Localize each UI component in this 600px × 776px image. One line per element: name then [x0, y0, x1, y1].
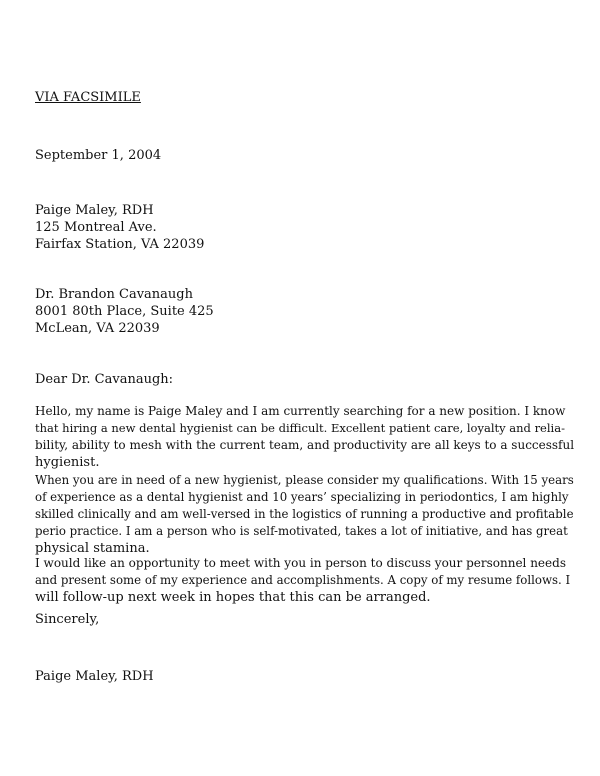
paragraph-line: bility, ability to mesh with the current team, and productivity are all keys to a successful: [35, 438, 575, 452]
delivery-method: [35, 89, 575, 106]
sender-name: Paige Maley, RDH: [35, 203, 154, 218]
recipient-address: [35, 286, 575, 337]
paragraph-line: hygienist.: [35, 455, 100, 470]
sender-street: 125 Montreal Ave.: [35, 220, 157, 235]
sender-address: [35, 202, 575, 253]
paragraph-line: and present some of my experience and accomplishments. A copy of my resume follows. I: [35, 573, 571, 587]
recipient-street: 8001 80th Place, Suite 425: [35, 304, 214, 319]
delivery-method-text: VIA FACSIMILE: [35, 90, 141, 105]
paragraph-line: will follow-up next week in hopes that this can be arranged.: [35, 590, 431, 605]
signature: [35, 668, 575, 685]
paragraph-line: skilled clinically and am well-versed in the logistics of running a productive and profitable: [35, 507, 574, 521]
body-paragraph-3: [35, 555, 575, 606]
salutation-text: Dear Dr. Cavanaugh:: [35, 372, 174, 387]
body-paragraph-2: [35, 472, 575, 557]
paragraph-line: I would like an opportunity to meet with you in person to discuss your personnel needs: [35, 556, 566, 570]
recipient-name: Dr. Brandon Cavanaugh: [35, 287, 193, 302]
recipient-city: McLean, VA 22039: [35, 321, 160, 336]
paragraph-line: physical stamina.: [35, 541, 150, 556]
paragraph-line: of experience as a dental hygienist and 10 years’ specializing in periodontics, I am highly: [35, 490, 569, 504]
body-paragraph-1: [35, 403, 575, 471]
letter-date: [35, 147, 575, 164]
closing-text: Sincerely,: [35, 612, 100, 627]
paragraph-line: that hiring a new dental hygienist can be difficult. Excellent patient care, loyalty and relia-: [35, 421, 565, 435]
paragraph-line: When you are in need of a new hygienist, please consider my qualifications. With 15 years: [35, 473, 574, 487]
date-text: September 1, 2004: [35, 148, 162, 163]
sender-city: Fairfax Station, VA 22039: [35, 237, 205, 252]
closing: [35, 611, 575, 628]
paragraph-line: Hello, my name is Paige Maley and I am currently searching for a new position. I know: [35, 404, 566, 418]
salutation: [35, 371, 575, 388]
paragraph-line: perio practice. I am a person who is self-motivated, takes a lot of initiative, and has great: [35, 524, 568, 538]
signature-text: Paige Maley, RDH: [35, 669, 154, 684]
